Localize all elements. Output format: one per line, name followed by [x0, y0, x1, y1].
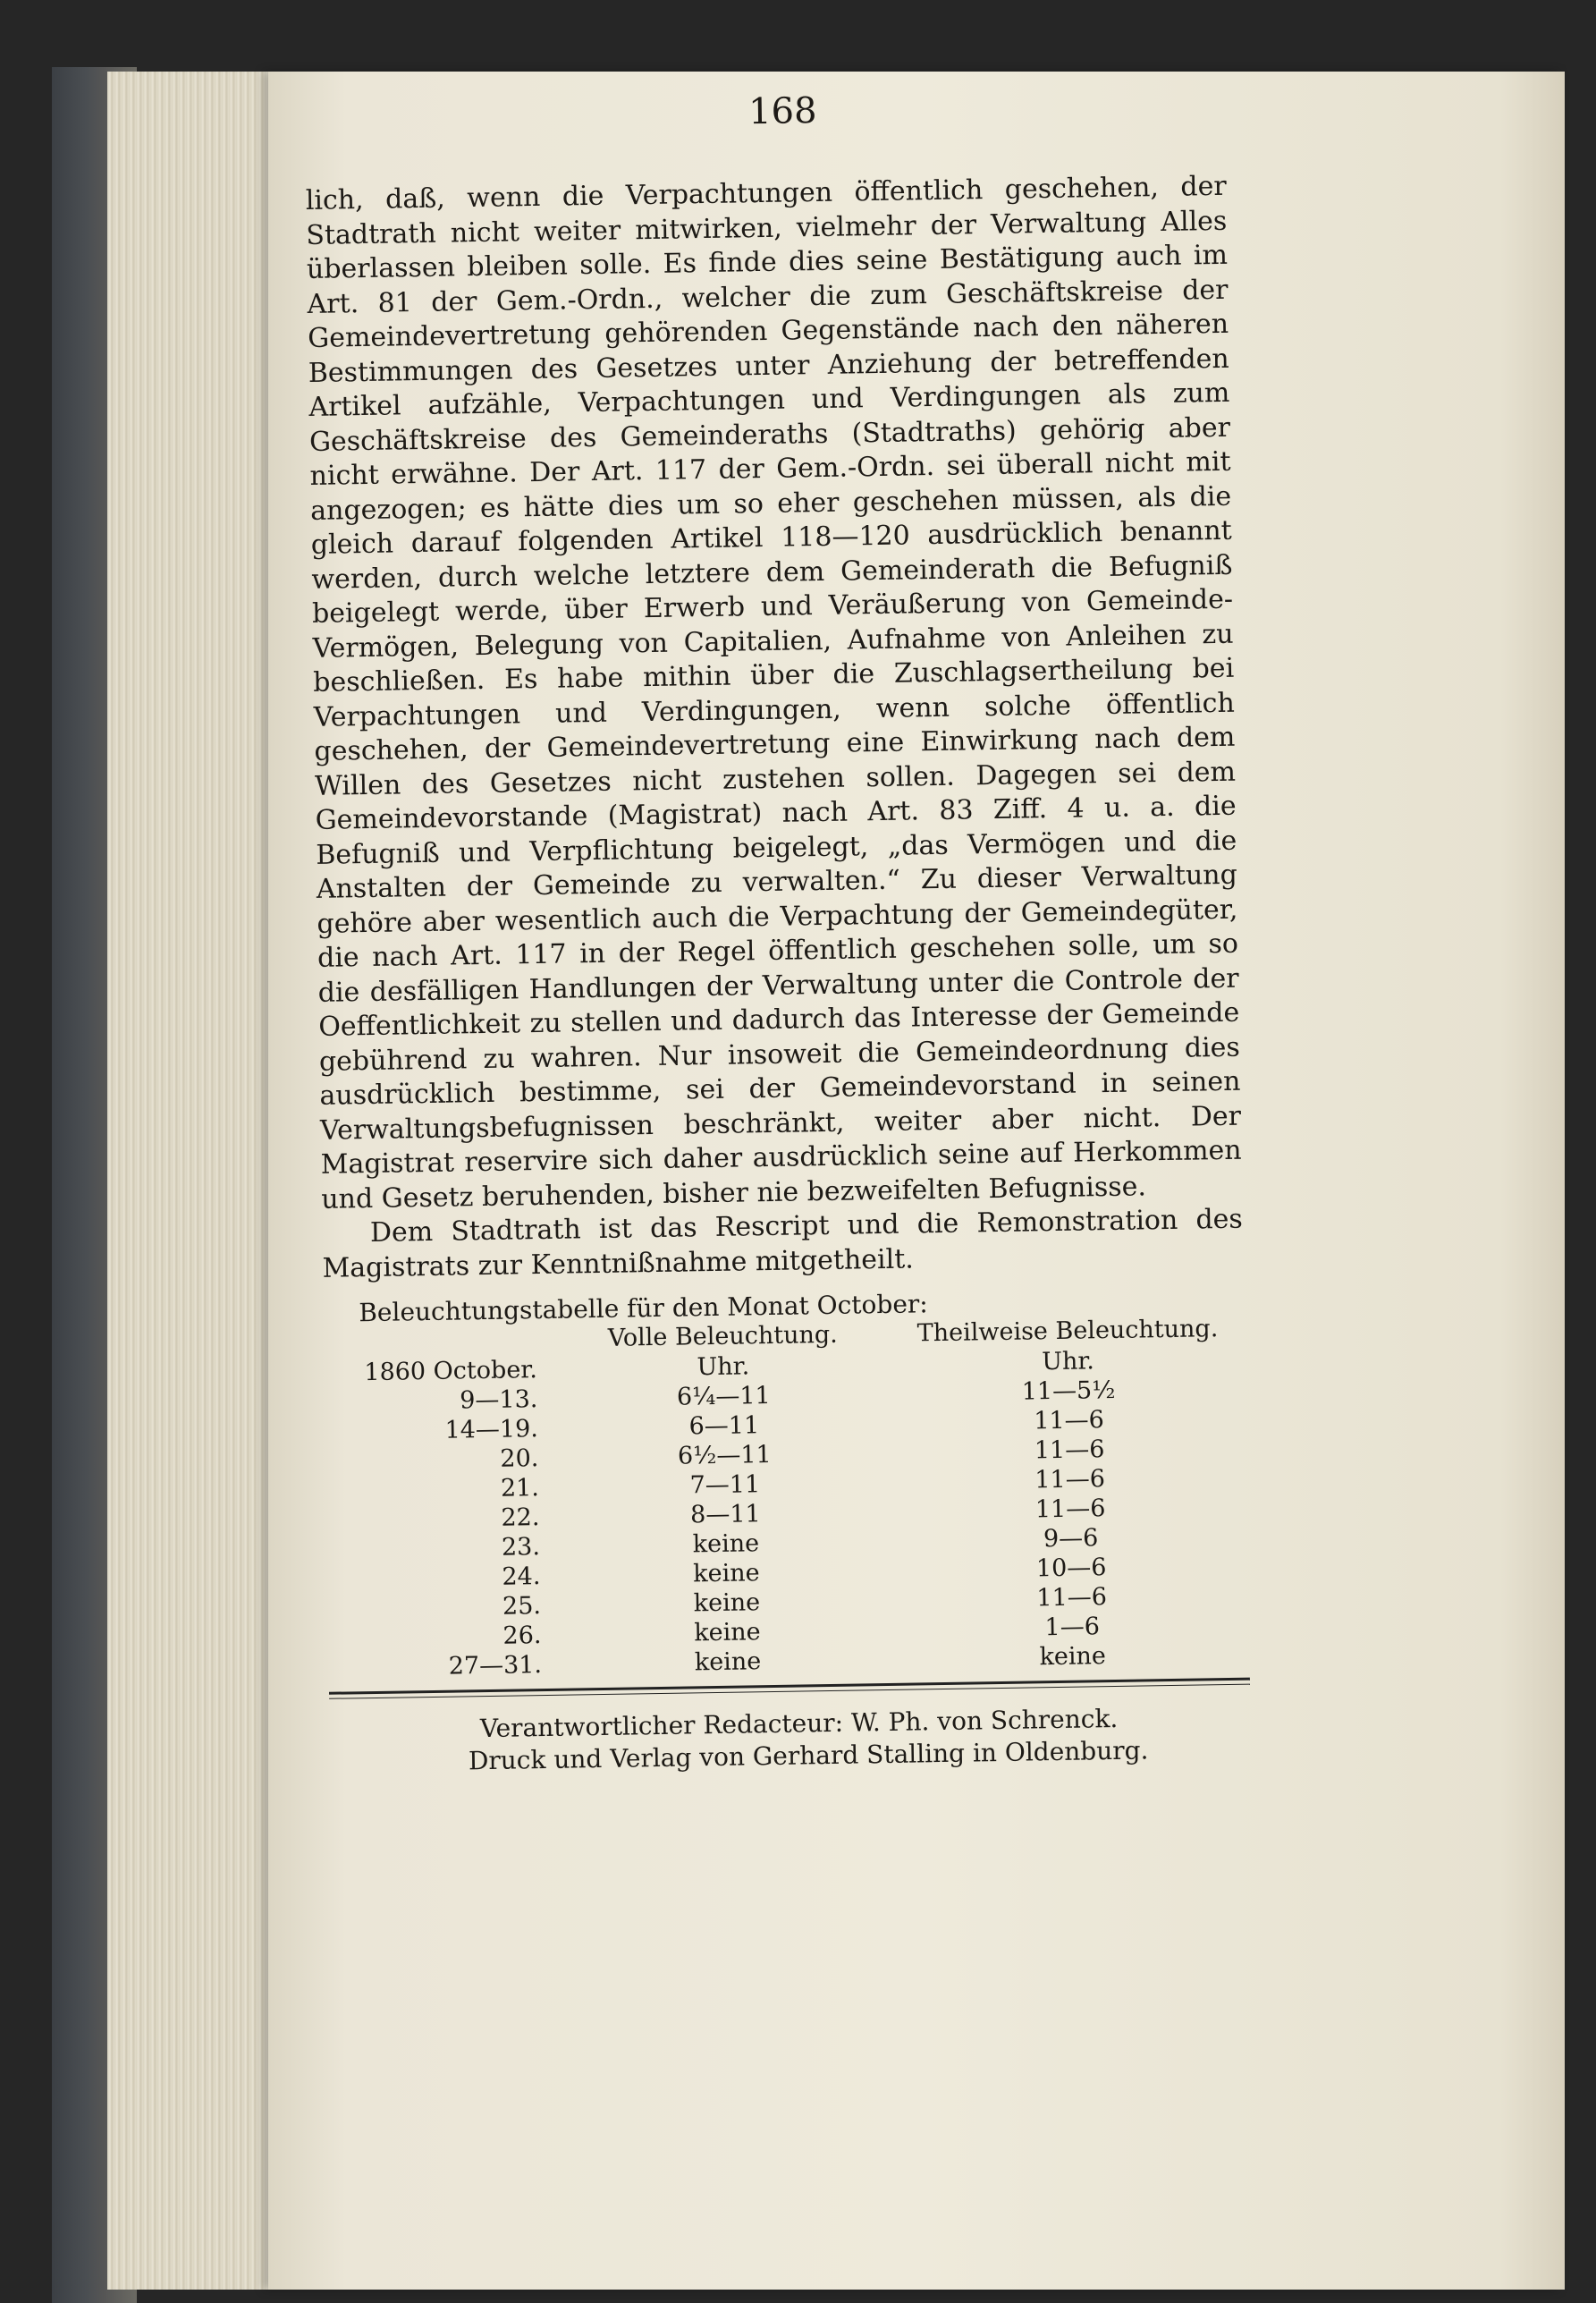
table-cell-partial: keine	[1039, 1642, 1107, 1672]
table-cell-full: 6½—11	[677, 1440, 772, 1470]
table-cell-full: keine	[694, 1647, 762, 1677]
lighting-table	[359, 1314, 1250, 1683]
table-unit-full: Uhr.	[697, 1352, 750, 1382]
table-cell-full: keine	[693, 1588, 761, 1618]
table-cell-partial: 11—6	[1034, 1494, 1106, 1524]
table-cell-date: 21.	[500, 1474, 540, 1503]
table-cell-full: keine	[692, 1529, 760, 1559]
table-cell-full: 7—11	[689, 1470, 761, 1500]
table-cell-date: 25.	[502, 1592, 542, 1621]
table-cell-partial: 11—6	[1036, 1583, 1108, 1613]
body-paragraph-1: lich, daß, wenn die Verpachtungen öffentlich geschehen, der Stadtrath nicht weiter mitwirken, vielmehr der Verwaltung Alles überlassen bleiben solle. Es finde dies seine Bestätigung auch im Art. 81 der Gem.-Ordn., welcher die zum Geschäftskreise der Gemeindevertretung gehörenden Gegenstände nach den näheren Bestimmungen des Gesetzes unter Anziehung der betreffenden Artikel aufzähle, Verpachtungen und Verdingungen als zum Geschäftskreise des Gemeinderaths (Stadtraths) gehörig aber nicht erwähne. Der Art. 117 der Gem.-Ordn. sei überall nicht mit angezogen; es hätte dies um so eher geschehen müssen, als die gleich darauf folgenden Artikel 118—120 ausdrücklich benannt werden, durch welche letztere dem Gemeinderath die Befugniß beigelegt werde, über Erwerb und Veräußerung von Gemeinde-Vermögen, Belegung von Capitalien, Aufnahme von Anleihen zu beschließen. Es habe mithin über die Zuschlagsertheilung bei Verpachtungen und Verdingungen, wenn solche öffentlich geschehen, der Gemeindevertretung eine Einwirkung nach dem Willen des Gesetzes nicht zustehen sollen. Dagegen sei dem Gemeindevorstande (Magistrat) nach Art. 83 Ziff. 4 u. a. die Befugniß und Verpflichtung beigelegt, „das Vermögen und die Anstalten der Gemeinde zu verwalten.“ Zu dieser Verwaltung gehöre aber wesentlich auch die Verpachtung der Gemeindegüter, die nach Art. 117 in der Regel öffentlich geschehen solle, um so die desfälligen Handlungen der Verwaltung unter die Controle der Oeffentlichkeit zu stellen und dadurch das Interesse der Gemeinde gebührend zu wahren. Nur insoweit die Gemeindeordnung dies ausdrücklich bestimme, sei der Gemeindevorstand in seinen Verwaltungsbefugnissen beschränkt, weiter aber nicht. Der Magistrat reservire sich daher ausdrücklich seine auf Herkommen und Gesetz beruhenden, bisher nie bezweifelten Befugnisse.	[305, 170, 1242, 1215]
table-header-date	[359, 1325, 555, 1358]
table-cell-partial: 11—5½	[1021, 1376, 1116, 1406]
table-cell-date: 23.	[501, 1533, 541, 1562]
table-cell-date: 9—13.	[459, 1385, 538, 1415]
table-header-full: Volle Beleuchtung.	[607, 1320, 838, 1352]
table-cell-partial: 11—6	[1034, 1406, 1105, 1435]
table-cell-date: 27—31.	[448, 1651, 543, 1681]
table-unit-date: 1860 October.	[364, 1356, 538, 1387]
table-cell-date: 20.	[500, 1444, 539, 1473]
table-cell-date: 14—19.	[444, 1415, 539, 1444]
table-cell-full: keine	[694, 1618, 761, 1647]
table-cell-date: 24.	[502, 1562, 541, 1591]
table-header-partial: Theilweise Beleuchtung.	[916, 1315, 1219, 1348]
table-cell-partial: 11—6	[1034, 1465, 1106, 1494]
table-cell-date: 22.	[501, 1503, 540, 1532]
table-cell-full: keine	[693, 1559, 760, 1588]
imprint-editor: Verantwortlicher Redacteur: W. Ph. von Schrenck.	[479, 1703, 1119, 1744]
page-content	[304, 84, 1251, 1780]
body-paragraph-2: Dem Stadtrath ist das Rescript und die Remonstration des Magistrats zur Kenntnißnahme mitgetheilt.	[322, 1203, 1244, 1284]
table-title-text: Beleuchtungstabelle für den Monat October:	[359, 1289, 928, 1328]
table-cell-full: 6—11	[688, 1411, 760, 1441]
imprint-printer: Druck und Verlag von Gerhard Stalling in Oldenburg.	[468, 1735, 1149, 1776]
table-cell-partial: 1—6	[1044, 1613, 1101, 1642]
page-number: 168	[747, 89, 817, 133]
table-cell-partial: 10—6	[1035, 1554, 1107, 1583]
table-cell-partial: 11—6	[1034, 1435, 1105, 1465]
page-edges	[107, 72, 295, 2290]
table-unit-partial: Uhr.	[1041, 1347, 1095, 1376]
table-cell-date: 26.	[502, 1621, 542, 1650]
table-cell-full: 6¼—11	[676, 1381, 771, 1411]
table-cell-partial: 9—6	[1043, 1524, 1099, 1554]
table-cell-full: 8—11	[689, 1500, 761, 1529]
